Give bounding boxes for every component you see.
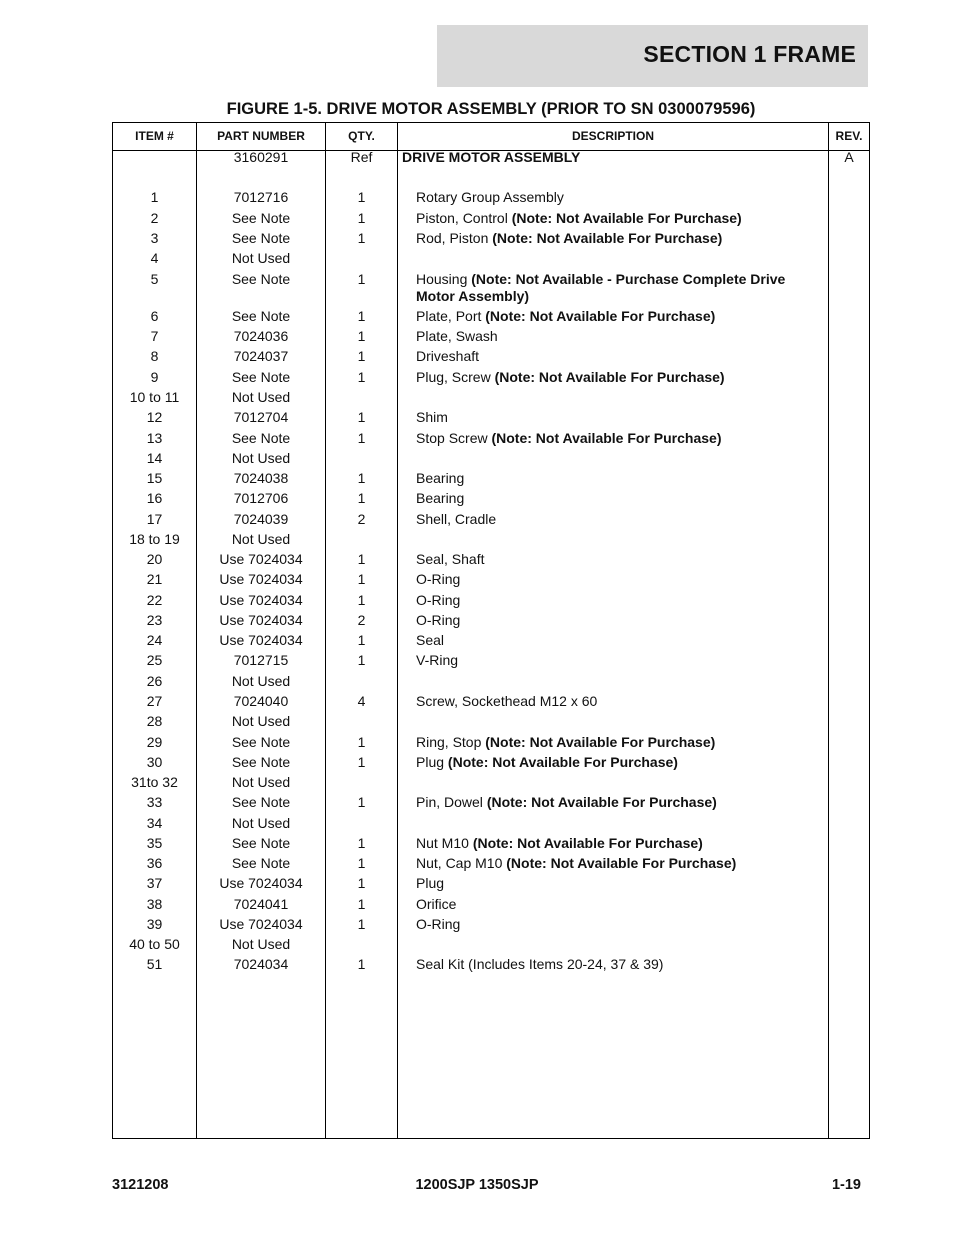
description xyxy=(416,271,826,305)
description xyxy=(416,632,826,649)
quantity: 1 xyxy=(357,835,366,851)
description xyxy=(416,551,826,568)
description xyxy=(416,734,826,751)
quantity: 1 xyxy=(357,632,366,648)
quantity: 1 xyxy=(357,189,366,205)
description xyxy=(416,592,826,609)
part-number: 7012704 xyxy=(233,409,289,425)
part-number: See Note xyxy=(231,734,291,750)
description-text: Shell, Cradle xyxy=(416,511,497,527)
description-text: Rotary Group Assembly xyxy=(416,189,564,205)
item-number: 23 xyxy=(146,612,163,628)
item-number: 36 xyxy=(146,855,163,871)
part-number: 7024039 xyxy=(233,511,289,527)
description xyxy=(416,612,826,629)
item-number: 22 xyxy=(146,592,163,608)
quantity: 1 xyxy=(357,230,366,246)
footer-doc-number: 3121208 xyxy=(112,1177,169,1193)
header-rev: REV. xyxy=(835,129,863,143)
item-number: 38 xyxy=(146,896,163,912)
quantity: 1 xyxy=(357,551,366,567)
description-text: Plug xyxy=(416,875,445,891)
quantity: 1 xyxy=(357,794,366,810)
quantity: Ref xyxy=(350,149,373,165)
item-number: 40 to 50 xyxy=(129,936,180,952)
description xyxy=(416,916,826,933)
part-number: 7024037 xyxy=(233,348,289,364)
description-note: (Note: Not Available For Purchase) xyxy=(492,230,723,246)
description-note: (Note: Not Available For Purchase) xyxy=(494,369,725,385)
header-description: DESCRIPTION xyxy=(571,129,654,143)
description-text: Nut, Cap M10 xyxy=(416,855,507,871)
description-text: Orifice xyxy=(416,896,457,912)
quantity: 1 xyxy=(357,490,366,506)
description xyxy=(416,511,826,528)
part-number: 3160291 xyxy=(233,149,289,165)
item-number: 15 xyxy=(146,470,163,486)
item-number: 30 xyxy=(146,754,163,770)
footer-page-number: 1-19 xyxy=(831,1177,861,1193)
part-number: Not Used xyxy=(231,815,291,831)
description-text: Plug xyxy=(416,754,448,770)
quantity: 1 xyxy=(357,430,366,446)
description-text: Rod, Piston xyxy=(416,230,493,246)
description-text: Housing xyxy=(416,271,472,287)
quantity: 4 xyxy=(357,693,366,709)
quantity: 1 xyxy=(357,652,366,668)
quantity: 1 xyxy=(357,956,366,972)
description-note: (Note: Not Available For Purchase) xyxy=(485,734,716,750)
item-number: 3 xyxy=(150,230,159,246)
item-number: 14 xyxy=(146,450,163,466)
description-text: Seal, Shaft xyxy=(416,551,485,567)
description xyxy=(416,189,826,206)
section-title: SECTION 1 FRAME xyxy=(643,41,856,67)
section-header xyxy=(437,25,868,87)
description-text: Ring, Stop xyxy=(416,734,486,750)
item-number: 10 to 11 xyxy=(129,389,180,405)
part-number: 7012716 xyxy=(233,189,289,205)
quantity: 1 xyxy=(357,271,366,287)
item-number: 37 xyxy=(146,875,163,891)
quantity: 1 xyxy=(357,855,366,871)
part-number: See Note xyxy=(231,430,291,446)
quantity: 1 xyxy=(357,896,366,912)
part-number: Not Used xyxy=(231,531,291,547)
description-note: (Note: Not Available For Purchase) xyxy=(486,794,717,810)
description-note: (Note: Not Available For Purchase) xyxy=(485,308,716,324)
part-number: 7024034 xyxy=(233,956,289,972)
column-divider xyxy=(828,123,829,1138)
quantity: 2 xyxy=(357,612,366,628)
description-text: Bearing xyxy=(416,470,465,486)
description-text: O-Ring xyxy=(416,592,461,608)
part-number: 7024036 xyxy=(233,328,289,344)
part-number: Not Used xyxy=(231,389,291,405)
description-text: Plate, Port xyxy=(416,308,486,324)
part-number: Use 7024034 xyxy=(219,571,303,587)
description-text: Shim xyxy=(416,409,448,425)
part-number: See Note xyxy=(231,308,291,324)
description-text: Nut M10 xyxy=(416,835,473,851)
description xyxy=(416,328,826,345)
part-number: See Note xyxy=(231,210,291,226)
part-number: Not Used xyxy=(231,936,291,952)
part-number: See Note xyxy=(231,754,291,770)
item-number: 27 xyxy=(146,693,163,709)
item-number: 33 xyxy=(146,794,163,810)
description xyxy=(416,855,826,872)
description xyxy=(416,794,826,811)
description xyxy=(416,875,826,892)
part-number: See Note xyxy=(231,835,291,851)
description-text: Bearing xyxy=(416,490,465,506)
description-text: Driveshaft xyxy=(416,348,480,364)
part-number: Use 7024034 xyxy=(219,916,303,932)
part-number: 7024040 xyxy=(233,693,289,709)
footer-model: 1200SJP 1350SJP xyxy=(415,1177,539,1193)
description xyxy=(416,693,826,710)
quantity: 1 xyxy=(357,369,366,385)
description xyxy=(416,308,826,325)
part-number: Use 7024034 xyxy=(219,875,303,891)
figure-title: FIGURE 1-5. DRIVE MOTOR ASSEMBLY (PRIOR TO SN 0300079596) xyxy=(226,100,756,118)
description-note: (Note: Not Available For Purchase) xyxy=(472,835,703,851)
description-text: Screw, Sockethead M12 x 60 xyxy=(416,693,598,709)
item-number: 6 xyxy=(150,308,159,324)
description-text: O-Ring xyxy=(416,571,461,587)
part-number: 7012715 xyxy=(233,652,289,668)
item-number: 9 xyxy=(150,369,159,385)
part-number: See Note xyxy=(231,369,291,385)
quantity: 1 xyxy=(357,308,366,324)
description-text: Plug, Screw xyxy=(416,369,495,385)
item-number: 51 xyxy=(146,956,163,972)
quantity: 1 xyxy=(357,916,366,932)
description xyxy=(416,571,826,588)
description-text: V-Ring xyxy=(416,652,459,668)
description xyxy=(416,210,826,227)
description-text: Pin, Dowel xyxy=(416,794,487,810)
part-number: Use 7024034 xyxy=(219,592,303,608)
item-number: 12 xyxy=(146,409,163,425)
part-number: 7012706 xyxy=(233,490,289,506)
item-number: 8 xyxy=(150,348,159,364)
description-note: (Note: Not Available For Purchase) xyxy=(506,855,737,871)
description-text: Stop Screw xyxy=(416,430,492,446)
quantity: 1 xyxy=(357,754,366,770)
quantity: 1 xyxy=(357,571,366,587)
description-text: O-Ring xyxy=(416,916,461,932)
description-text: O-Ring xyxy=(416,612,461,628)
header-part-number: PART NUMBER xyxy=(217,129,305,143)
column-divider xyxy=(397,123,398,1138)
item-number: 1 xyxy=(150,189,159,205)
item-number: 13 xyxy=(146,430,163,446)
item-number: 28 xyxy=(146,713,163,729)
item-number: 18 to 19 xyxy=(129,531,180,547)
revision: A xyxy=(844,149,854,165)
item-number: 16 xyxy=(146,490,163,506)
quantity: 1 xyxy=(357,328,366,344)
part-number: See Note xyxy=(231,271,291,287)
description xyxy=(416,956,826,973)
part-number: Not Used xyxy=(231,673,291,689)
description xyxy=(416,409,826,426)
item-number: 17 xyxy=(146,511,163,527)
quantity: 1 xyxy=(357,210,366,226)
description-text: DRIVE MOTOR ASSEMBLY xyxy=(402,149,581,165)
description-note: (Note: Not Available For Purchase) xyxy=(511,210,742,226)
item-number: 29 xyxy=(146,734,163,750)
parts-table xyxy=(112,122,870,1139)
description-text: Plate, Swash xyxy=(416,328,498,344)
item-number: 2 xyxy=(150,210,159,226)
description-note: (Note: Not Available - Purchase Complete Drive Motor Assembly) xyxy=(416,271,786,304)
part-number: Not Used xyxy=(231,774,291,790)
item-number: 24 xyxy=(146,632,163,648)
description-text: Piston, Control xyxy=(416,210,512,226)
part-number: Not Used xyxy=(231,450,291,466)
item-number: 5 xyxy=(150,271,159,287)
description-note: (Note: Not Available For Purchase) xyxy=(491,430,722,446)
description xyxy=(416,835,826,852)
description xyxy=(402,149,812,166)
quantity: 1 xyxy=(357,592,366,608)
description xyxy=(416,470,826,487)
header-item: ITEM # xyxy=(135,129,174,143)
part-number: See Note xyxy=(231,794,291,810)
quantity: 1 xyxy=(357,470,366,486)
part-number: Use 7024034 xyxy=(219,612,303,628)
description xyxy=(416,896,826,913)
header-qty: QTY. xyxy=(348,129,375,143)
item-number: 35 xyxy=(146,835,163,851)
part-number: Use 7024034 xyxy=(219,632,303,648)
part-number: Not Used xyxy=(231,250,291,266)
part-number: Use 7024034 xyxy=(219,551,303,567)
description xyxy=(416,652,826,669)
item-number: 4 xyxy=(150,250,159,266)
quantity: 1 xyxy=(357,409,366,425)
part-number: 7024038 xyxy=(233,470,289,486)
item-number: 21 xyxy=(146,571,163,587)
quantity: 1 xyxy=(357,734,366,750)
description-text: Seal Kit (Includes Items 20-24, 37 & 39) xyxy=(416,956,664,972)
description-text: Seal xyxy=(416,632,445,648)
item-number: 20 xyxy=(146,551,163,567)
part-number: See Note xyxy=(231,855,291,871)
part-number: See Note xyxy=(231,230,291,246)
description xyxy=(416,369,826,386)
description xyxy=(416,490,826,507)
item-number: 26 xyxy=(146,673,163,689)
quantity: 1 xyxy=(357,875,366,891)
description xyxy=(416,754,826,771)
description-note: (Note: Not Available For Purchase) xyxy=(447,754,678,770)
part-number: Not Used xyxy=(231,713,291,729)
item-number: 7 xyxy=(150,328,159,344)
description xyxy=(416,430,826,447)
quantity: 2 xyxy=(357,511,366,527)
description xyxy=(416,230,826,247)
quantity: 1 xyxy=(357,348,366,364)
item-number: 25 xyxy=(146,652,163,668)
item-number: 34 xyxy=(146,815,163,831)
part-number: 7024041 xyxy=(233,896,289,912)
item-number: 39 xyxy=(146,916,163,932)
item-number: 31to 32 xyxy=(131,774,178,790)
description xyxy=(416,348,826,365)
